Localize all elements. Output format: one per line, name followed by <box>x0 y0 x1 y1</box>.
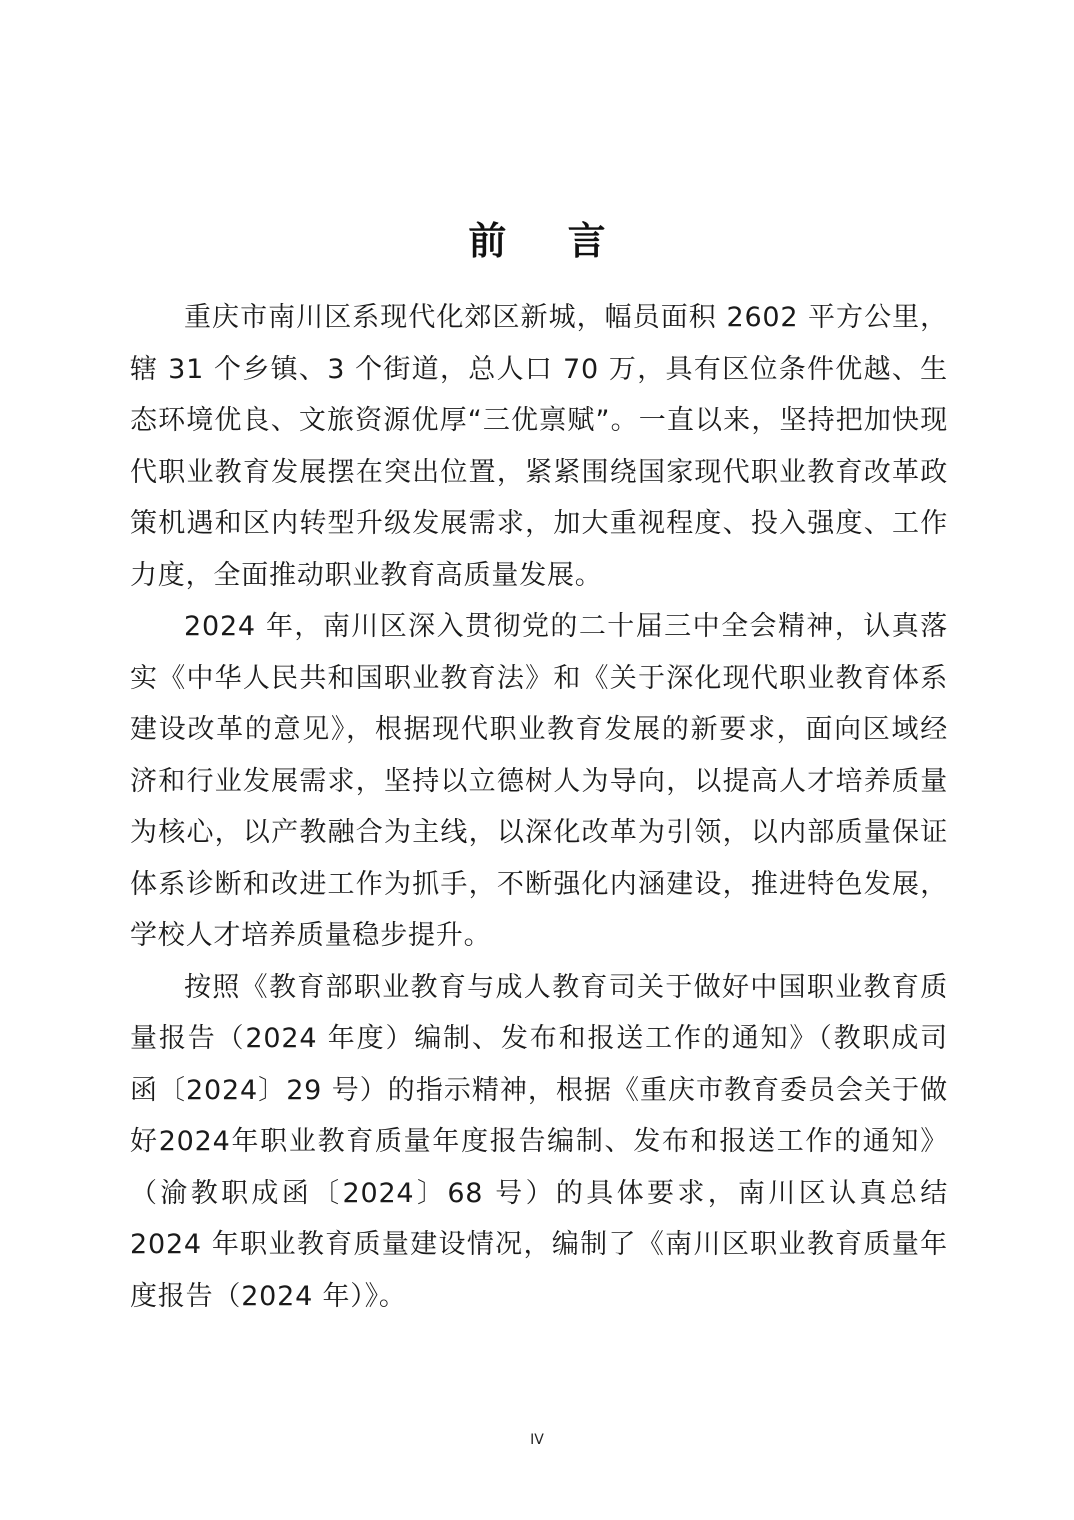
paragraph-2024-work: 2024 年，南川区深入贯彻党的二十届三中全会精神，认真落实《中华人民共和国职业教育法》和《关于深化现代职业教育体系建设改革的意见》，根据现代职业教育发展的新要求，面向区域经济和行业发展需求，坚持以立德树人为导向，以提高人才培养质量为核心，以产教融合为主线，以深化改革为引领，以内部质量保证体系诊断和改进工作为抓手，不断强化内涵建设，推进特色发展，学校人才培养质量稳步提升。 <box>130 611 948 951</box>
paragraph-report-basis: 按照《教育部职业教育与成人教育司关于做好中国职业教育质量报告（2024 年度）编制、发布和报送工作的通知》（教职成司函〔2024〕29 号）的指示精神，根据《重庆市教育委员会关于做好2024年职业教育质量年度报告编制、发布和报送工作的通知》（渝教职成函〔2024〕68 号）的具体要求，南川区认真总结 2024 年职业教育质量建设情况，编制了《南川区职业教育质量年度报告（2024 年）》。 <box>130 971 948 1312</box>
page-title: 前 言 <box>468 219 630 264</box>
document-body <box>130 292 948 1322</box>
page-number: IV <box>530 1432 544 1448</box>
paragraph-intro: 重庆市南川区系现代化郊区新城，幅员面积 2602 平方公里，辖 31 个乡镇、3 个街道，总人口 70 万，具有区位条件优越、生态环境优良、文旅资源优厚“三优禀赋”。一直以来，坚持把加快现代职业教育发展摆在突出位置，紧紧围绕国家现代职业教育改革政策机遇和区内转型升级发展需求，加大重视程度、投入强度、工作力度，全面推动职业教育高质量发展。 <box>130 302 948 591</box>
